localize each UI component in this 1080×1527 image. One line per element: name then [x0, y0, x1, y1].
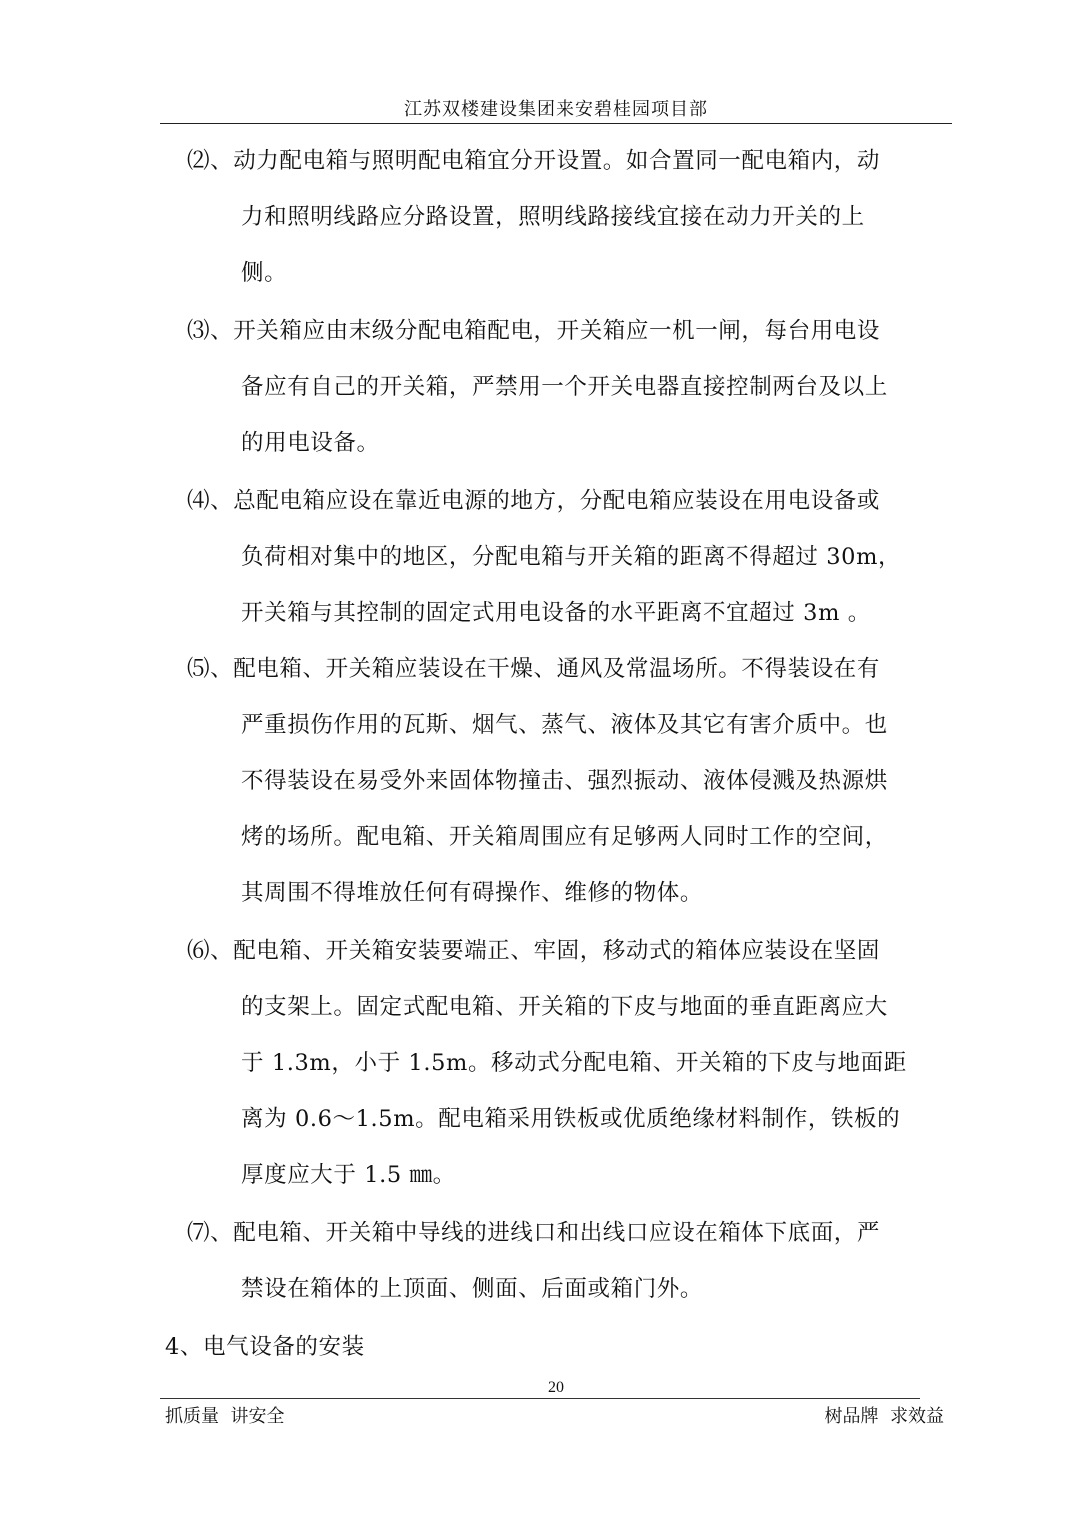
footer-left-slogan: 抓质量 讲安全	[165, 1406, 285, 1427]
item-6-line-3: 于 1.3m，小于 1.5m。移动式分配电箱、开关箱的下皮与地面距	[241, 1050, 907, 1076]
footer-right-slogan: 树品牌 求效益	[824, 1406, 944, 1427]
item-5-line-5: 其周围不得堆放任何有碍操作、维修的物体。	[241, 880, 704, 906]
item-3-line-3: 的用电设备。	[241, 430, 380, 456]
item-2-line-1: ⑵、动力配电箱与照明配电箱宜分开设置。如合置同一配电箱内，动	[187, 148, 881, 174]
item-3-line-1: ⑶、开关箱应由末级分配电箱配电，开关箱应一机一闸，每台用电设	[187, 318, 881, 344]
footer-divider	[160, 1398, 920, 1399]
item-3-line-2: 备应有自己的开关箱，严禁用一个开关电器直接控制两台及以上	[241, 374, 888, 400]
page-header-title: 江苏双楼建设集团来安碧桂园项目部	[404, 99, 708, 120]
item-4-line-1: ⑷、总配电箱应设在靠近电源的地方，分配电箱应装设在用电设备或	[187, 488, 881, 514]
item-6-line-5: 厚度应大于 1.5 ㎜。	[241, 1162, 456, 1188]
item-4-line-3: 开关箱与其控制的固定式用电设备的水平距离不宜超过 3m 。	[241, 600, 871, 626]
item-5-line-2: 严重损伤作用的瓦斯、烟气、蒸气、液体及其它有害介质中。也	[241, 712, 888, 738]
item-6-line-1: ⑹、配电箱、开关箱安装要端正、牢固，移动式的箱体应装设在坚固	[187, 938, 881, 964]
item-5-line-3: 不得装设在易受外来固体物撞击、强烈振动、液体侵溅及热源烘	[241, 768, 888, 794]
item-7-line-1: ⑺、配电箱、开关箱中导线的进线口和出线口应设在箱体下底面，严	[187, 1220, 881, 1246]
item-5-line-4: 烤的场所。配电箱、开关箱周围应有足够两人同时工作的空间，	[241, 824, 888, 850]
header-divider	[160, 123, 952, 124]
item-2-line-2: 力和照明线路应分路设置，照明线路接线宜接在动力开关的上	[241, 204, 865, 230]
item-6-line-4: 离为 0.6～1.5m。配电箱采用铁板或优质绝缘材料制作，铁板的	[241, 1106, 901, 1132]
item-5-line-1: ⑸、配电箱、开关箱应装设在干燥、通风及常温场所。不得装设在有	[187, 656, 881, 682]
page-number: 20	[548, 1379, 564, 1396]
item-6-line-2: 的支架上。固定式配电箱、开关箱的下皮与地面的垂直距离应大	[241, 994, 888, 1020]
item-2-line-3: 侧。	[241, 260, 288, 286]
section-heading: 4、电气设备的安装	[165, 1334, 365, 1360]
item-4-line-2: 负荷相对集中的地区，分配电箱与开关箱的距离不得超过 30m，	[241, 544, 902, 570]
item-7-line-2: 禁设在箱体的上顶面、侧面、后面或箱门外。	[241, 1276, 704, 1302]
